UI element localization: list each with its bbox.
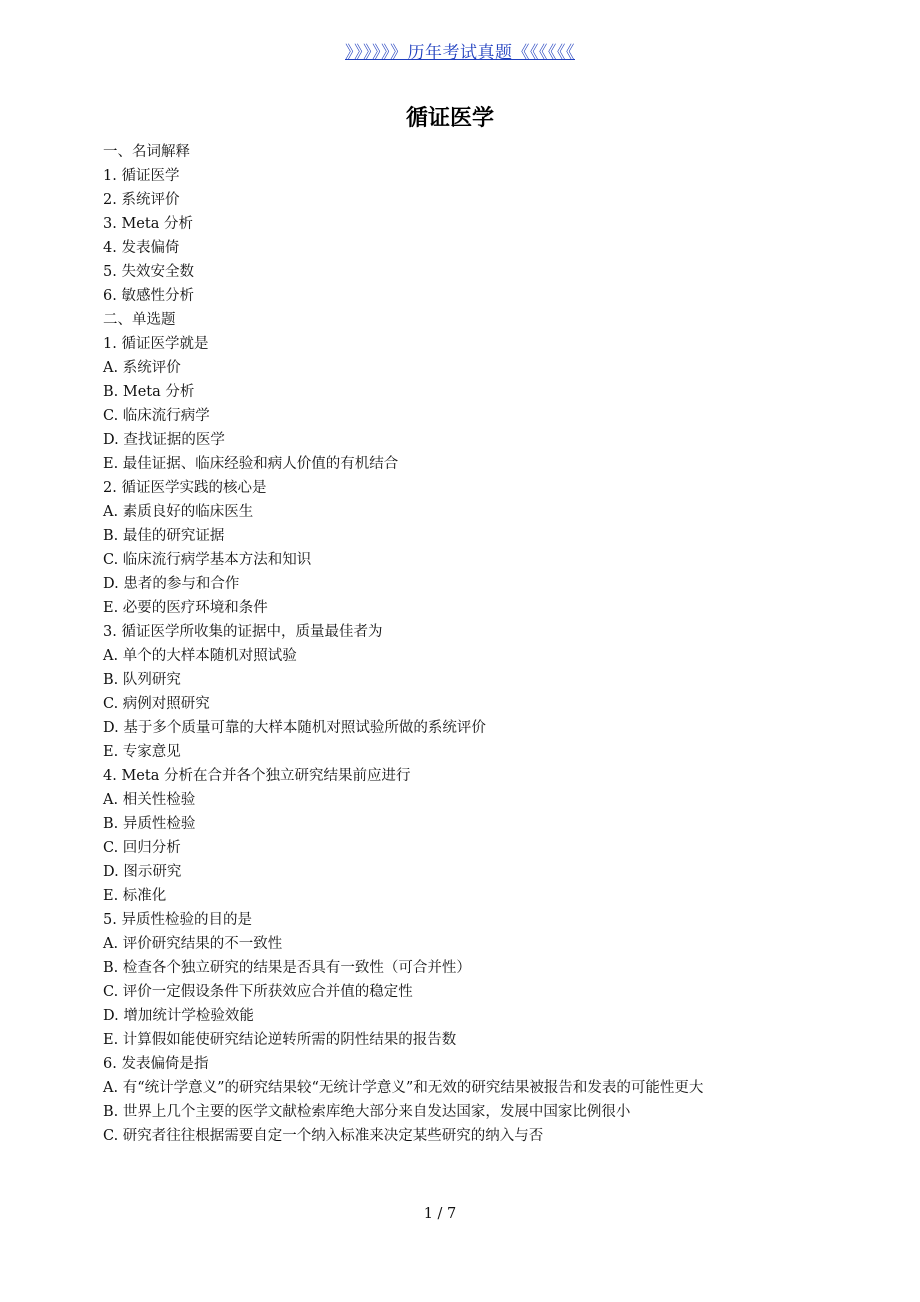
text-line: E. 计算假如能使研究结论逆转所需的阴性结果的报告数 — [103, 1032, 457, 1048]
text-line: B. 最佳的研究证据 — [103, 528, 225, 544]
text-line: 3. 循证医学所收集的证据中，质量最佳者为 — [103, 624, 383, 640]
page-number: 1 / 7 — [423, 1206, 457, 1222]
text-line: E. 标准化 — [103, 888, 167, 904]
text-line: 6. 发表偏倚是指 — [103, 1056, 209, 1072]
text-line: 4. 发表偏倚 — [103, 240, 180, 256]
text-line: B. 队列研究 — [103, 672, 181, 688]
text-line: B. 检查各个独立研究的结果是否具有一致性（可合并性） — [103, 960, 471, 976]
document-body — [76, 140, 796, 1148]
text-line: 2. 循证医学实践的核心是 — [103, 480, 267, 496]
text-line: B. 世界上几个主要的医学文献检索库绝大部分来自发达国家，发展中国家比例很小 — [103, 1104, 631, 1120]
text-line: 1. 循证医学 — [103, 168, 180, 184]
text-line: A. 系统评价 — [103, 360, 181, 376]
text-line: B. Meta 分析 — [103, 384, 195, 400]
text-line: D. 增加统计学检验效能 — [103, 1008, 254, 1024]
text-line: A. 有“统计学意义”的研究结果较“无统计学意义”和无效的研究结果被报告和发表的可能性更大 — [103, 1080, 704, 1096]
text-line: E. 必要的医疗环境和条件 — [103, 600, 268, 616]
text-line: A. 单个的大样本随机对照试验 — [103, 648, 297, 664]
text-line: A. 素质良好的临床医生 — [103, 504, 254, 520]
text-line: 5. 异质性检验的目的是 — [103, 912, 252, 928]
text-line: 二、单选题 — [103, 312, 176, 328]
text-line: D. 基于多个质量可靠的大样本随机对照试验所做的系统评价 — [103, 720, 486, 736]
text-line: C. 临床流行病学基本方法和知识 — [103, 552, 312, 568]
text-line: A. 评价研究结果的不一致性 — [103, 936, 283, 952]
text-line: D. 查找证据的医学 — [103, 432, 225, 448]
text-line: 1. 循证医学就是 — [103, 336, 209, 352]
text-line: C. 病例对照研究 — [103, 696, 210, 712]
text-line: 2. 系统评价 — [103, 192, 180, 208]
text-line: 6. 敏感性分析 — [103, 288, 194, 304]
text-line: 5. 失效安全数 — [103, 264, 194, 280]
text-line: D. 图示研究 — [103, 864, 182, 880]
text-line: 一、名词解释 — [103, 144, 190, 160]
text-line: E. 专家意见 — [103, 744, 181, 760]
text-line: C. 研究者往往根据需要自定一个纳入标准来决定某些研究的纳入与否 — [103, 1128, 544, 1144]
page-title: 循证医学 — [405, 106, 494, 131]
text-line: E. 最佳证据、临床经验和病人价值的有机结合 — [103, 456, 399, 472]
header-link[interactable]: 》》》》》》历年考试真题《《《《《《 — [345, 43, 575, 63]
text-line: 4. Meta 分析在合并各个独立研究结果前应进行 — [103, 768, 411, 784]
text-line: C. 临床流行病学 — [103, 408, 210, 424]
text-line: 3. Meta 分析 — [103, 216, 193, 232]
text-line: D. 患者的参与和合作 — [103, 576, 240, 592]
text-line: B. 异质性检验 — [103, 816, 196, 832]
text-line: C. 回归分析 — [103, 840, 181, 856]
text-line: C. 评价一定假设条件下所获效应合并值的稳定性 — [103, 984, 413, 1000]
text-line: A. 相关性检验 — [103, 792, 196, 808]
